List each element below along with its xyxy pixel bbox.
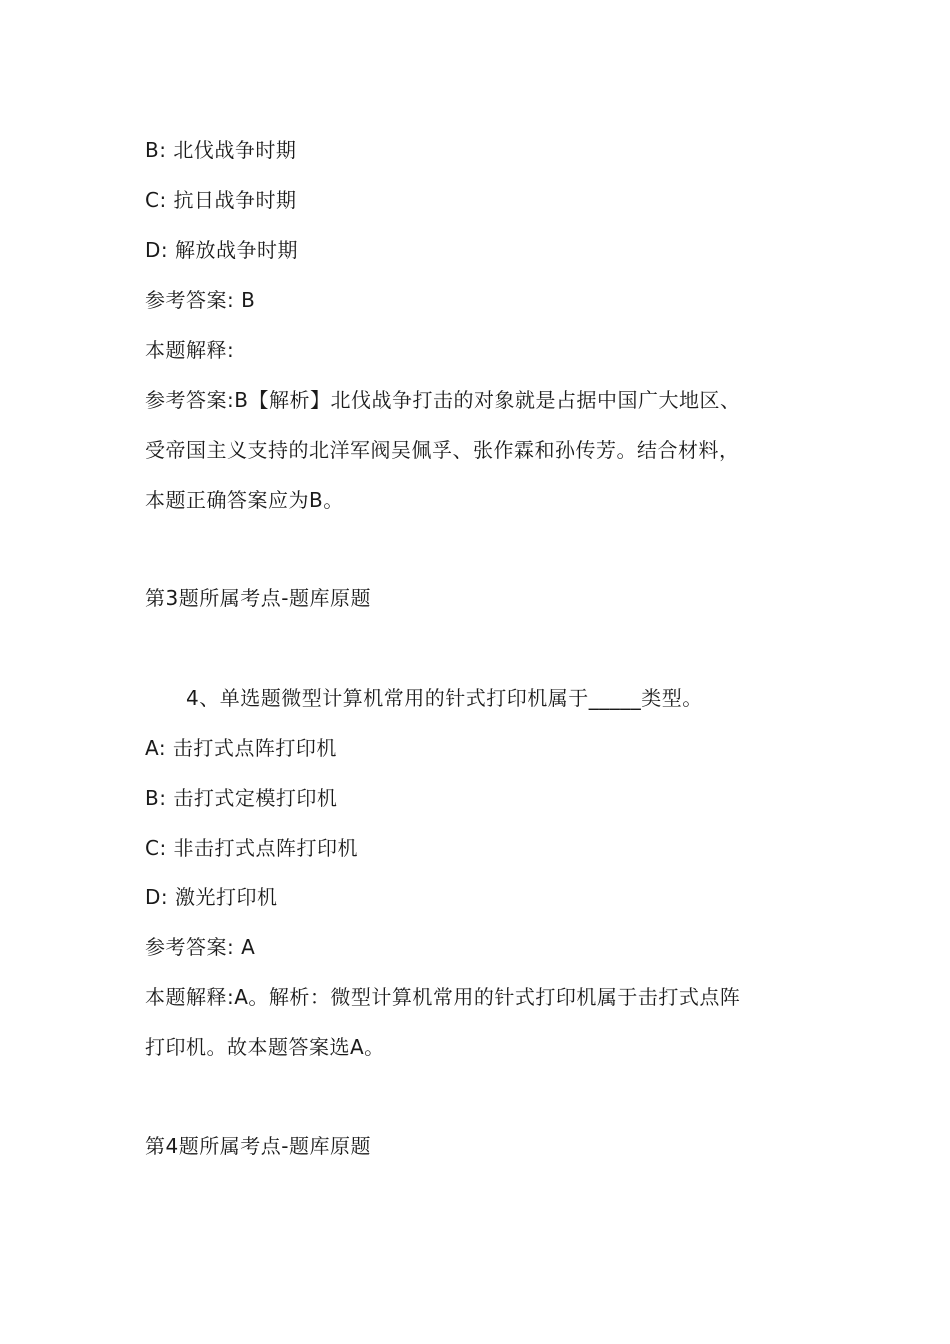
q4-answer: 参考答案: A <box>145 935 256 959</box>
q3-explanation-line-1: 参考答案:B【解析】北伐战争打击的对象就是占据中国广大地区、 <box>145 388 741 412</box>
q3-category: 第3题所属考点-题库原题 <box>145 586 371 610</box>
q4-option-c: C: 非击打式点阵打印机 <box>145 836 359 860</box>
q4-question: 4、单选题微型计算机常用的针式打印机属于_____类型。 <box>186 686 703 710</box>
q3-explanation-line-3: 本题正确答案应为B。 <box>145 488 344 512</box>
q4-explanation-line-2: 打印机。故本题答案选A。 <box>145 1035 385 1059</box>
q3-explanation-label: 本题解释: <box>145 338 235 362</box>
q3-option-c: C: 抗日战争时期 <box>145 188 297 212</box>
q3-answer: 参考答案: B <box>145 288 256 312</box>
q4-explanation-line-1: 本题解释:A。解析：微型计算机常用的针式打印机属于击打式点阵 <box>145 985 741 1009</box>
q4-category: 第4题所属考点-题库原题 <box>145 1134 371 1158</box>
q4-option-d: D: 激光打印机 <box>145 885 278 909</box>
q4-option-b: B: 击打式定模打印机 <box>145 786 338 810</box>
q4-option-a: A: 击打式点阵打印机 <box>145 736 337 760</box>
q3-option-d: D: 解放战争时期 <box>145 238 298 262</box>
q3-option-b: B: 北伐战争时期 <box>145 138 297 162</box>
q3-explanation-line-2: 受帝国主义支持的北洋军阀吴佩孚、张作霖和孙传芳。结合材料， <box>145 438 740 462</box>
